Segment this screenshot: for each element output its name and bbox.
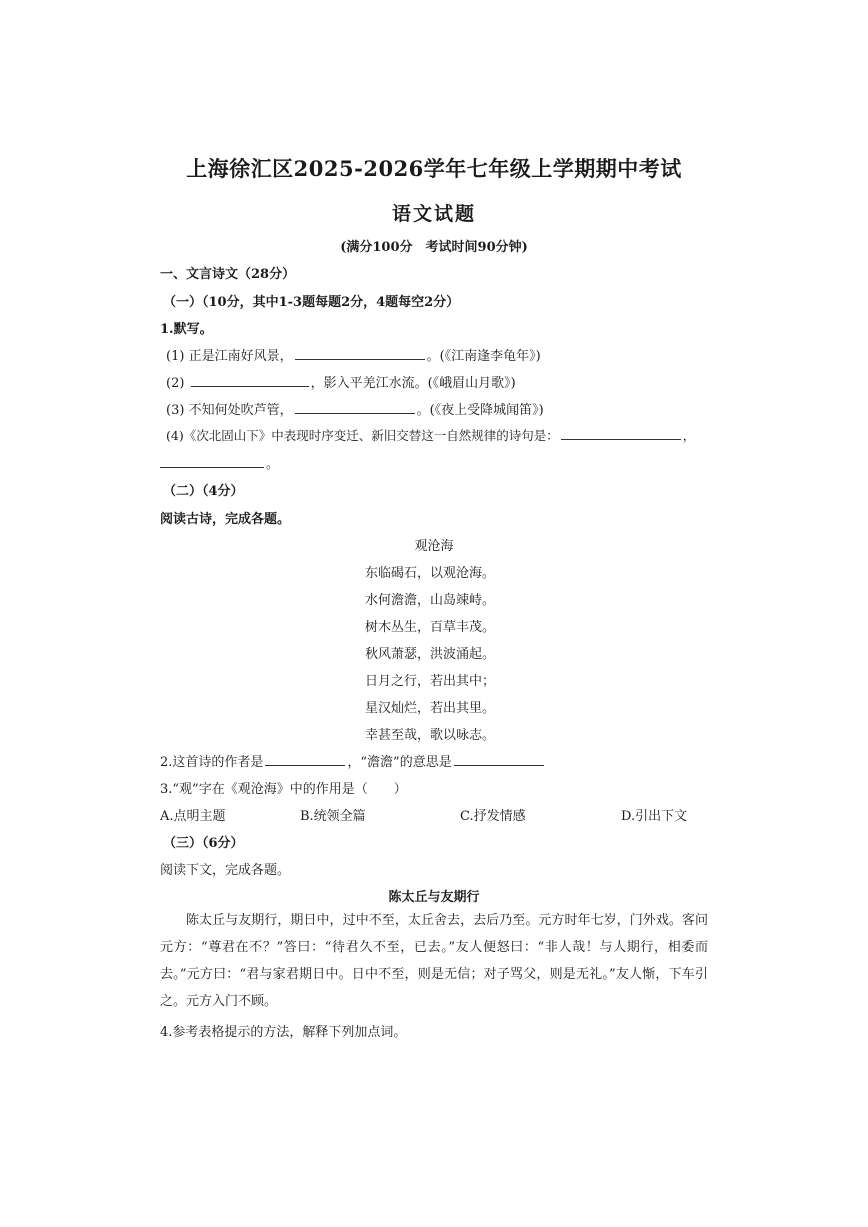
poem-line: 东临碣石，以观沧海。 (365, 566, 496, 581)
q1-item-2 (166, 372, 516, 391)
poem-line: 秋风萧瑟，洪波涌起。 (365, 647, 496, 662)
q2-prefix: 2.这首诗的作者是 (160, 755, 264, 770)
classical-text: 陈太丘与友期行，期日中，过中不至，太丘舍去，去后乃至。元方时年七岁，门外戏。客问元方：“尊君在不？”答曰：“待君久不至，已去。”友人便怒曰：“非人哉！与人期行，相委而去。”元方曰：“君与家君期日中。日中不至，则是无信；对子骂父，则是无礼。”友人惭，下车引之。元方入门不顾。 (160, 913, 708, 1009)
item-number: (1) (166, 349, 185, 364)
section-heading: 一、文言诗文（28分） (160, 267, 296, 282)
answer-blank[interactable] (265, 753, 345, 766)
item-text-before: 不知何处吹芦管， (188, 403, 293, 418)
poem-line: 幸甚至哉，歌以咏志。 (365, 728, 496, 743)
part2-instruction: 阅读古诗，完成各题。 (160, 512, 291, 527)
item-text-before: 《次北固山下》中表现时序变迁、新旧交替这一自然规律的诗句是： (183, 428, 559, 443)
exam-meta: (满分100分 考试时间90分钟) (340, 240, 528, 255)
item-text-before: 正是江南好风景， (188, 349, 293, 364)
q2-middle: ，“澹澹”的意思是 (347, 755, 452, 770)
q1-item-4-continued (160, 453, 279, 472)
question-2 (160, 751, 546, 770)
item-text-after: 。(《江南逢李龟年》) (426, 349, 541, 364)
q1-item-1 (166, 345, 541, 364)
part3-instruction: 阅读下文，完成各题。 (160, 863, 291, 878)
poem-line: 树木丛生，百草丰茂。 (365, 620, 496, 635)
item-number: (4) (166, 428, 184, 443)
part3-heading: （三）（6分） (163, 836, 244, 851)
answer-blank[interactable] (191, 374, 309, 387)
answer-blank[interactable] (454, 753, 544, 766)
poem-line: 星汉灿烂，若出其里。 (365, 701, 496, 716)
answer-blank[interactable] (295, 401, 415, 414)
item-number: (2) (166, 376, 185, 391)
part1-heading: （一）（10分，其中1-3题每题2分，4题每空2分） (163, 295, 460, 310)
poem-line: 日月之行，若出其中； (365, 674, 496, 689)
q3-option-b[interactable]: B.统领全篇 (300, 809, 366, 824)
item-tail: 。 (266, 457, 280, 472)
q1-item-4 (166, 426, 695, 444)
exam-subtitle: 语文试题 (391, 203, 476, 225)
question-4: 4.参考表格提示的方法，解释下列加点词。 (160, 1025, 407, 1040)
q1-title: 1.默写。 (160, 322, 213, 337)
exam-title: 上海徐汇区2025-2026学年七年级上学期期中考试 (186, 156, 682, 181)
q3-option-a[interactable]: A.点明主题 (160, 809, 226, 824)
answer-blank[interactable] (561, 427, 681, 440)
item-text-after: ， (682, 428, 696, 443)
part2-heading: （二）（4分） (163, 484, 244, 499)
item-text-after: 。(《夜上受降城闻笛》) (416, 403, 544, 418)
question-3: 3.“观”字在《观沧海》中的作用是（ ） (160, 782, 407, 797)
text-title: 陈太丘与友期行 (388, 890, 480, 905)
poem-title: 观沧海 (414, 539, 454, 554)
q3-option-d[interactable]: D.引出下文 (621, 809, 688, 824)
poem-line: 水何澹澹，山岛竦峙。 (365, 593, 496, 608)
q1-item-3 (166, 399, 544, 418)
item-text-after: ，影入平羌江水流。(《峨眉山月歌》) (310, 376, 516, 391)
item-number: (3) (166, 403, 185, 418)
q3-option-c[interactable]: C.抒发情感 (460, 809, 526, 824)
answer-blank[interactable] (295, 347, 425, 360)
answer-blank[interactable] (160, 455, 264, 468)
